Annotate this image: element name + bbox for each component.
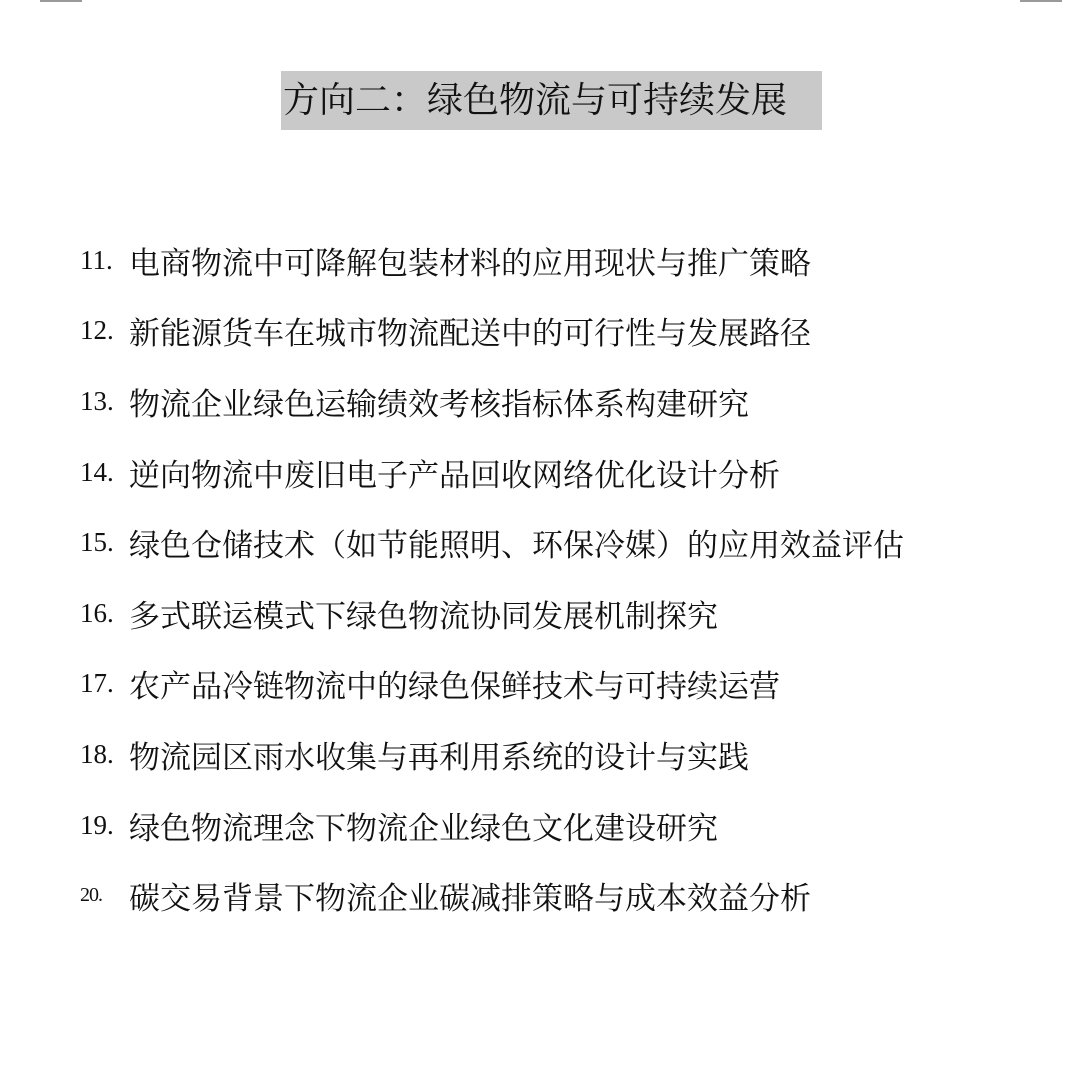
list-item	[80, 719, 1070, 790]
list-item	[80, 649, 1070, 720]
list-item-text: 物流企业绿色运输绩效考核指标体系构建研究	[129, 386, 749, 423]
list-item-text: 电商物流中可降解包装材料的应用现状与推广策略	[129, 245, 811, 282]
list-item	[80, 860, 1070, 931]
list-item	[80, 366, 1070, 437]
page-corner-mark-left	[40, 0, 82, 2]
section-title-highlight	[281, 71, 822, 130]
list-item-text: 多式联运模式下绿色物流协同发展机制探究	[129, 598, 718, 635]
list-item-text: 新能源货车在城市物流配送中的可行性与发展路径	[129, 316, 811, 353]
list-item-number: 19.	[80, 809, 114, 840]
list-item-number: 20.	[80, 884, 102, 907]
section-title: 方向二：绿色物流与可持续发展	[283, 80, 788, 121]
list-item-number: 13.	[80, 385, 114, 416]
page-corner-mark-right	[1020, 0, 1062, 2]
list-item-text: 农产品冷链物流中的绿色保鲜技术与可持续运营	[129, 669, 780, 706]
list-item	[80, 578, 1070, 649]
list-item-number: 11.	[80, 244, 113, 275]
list-item-number: 17.	[80, 668, 114, 699]
list-item	[80, 437, 1070, 508]
list-item-number: 16.	[80, 597, 114, 628]
list-item	[80, 790, 1070, 861]
list-item-text: 物流园区雨水收集与再利用系统的设计与实践	[129, 739, 749, 776]
list-item-number: 12.	[80, 315, 114, 346]
list-item-number: 15.	[80, 527, 114, 558]
topic-list	[80, 225, 1070, 931]
list-item-text: 绿色仓储技术（如节能照明、环保冷媒）的应用效益评估	[129, 528, 904, 565]
list-item-number: 14.	[80, 456, 114, 487]
list-item-text: 逆向物流中废旧电子产品回收网络优化设计分析	[129, 457, 780, 494]
list-item	[80, 507, 1070, 578]
list-item-text: 绿色物流理念下物流企业绿色文化建设研究	[129, 810, 718, 847]
list-item	[80, 296, 1070, 367]
list-item	[80, 225, 1070, 296]
list-item-text: 碳交易背景下物流企业碳减排策略与成本效益分析	[129, 881, 811, 918]
list-item-number: 18.	[80, 738, 114, 769]
